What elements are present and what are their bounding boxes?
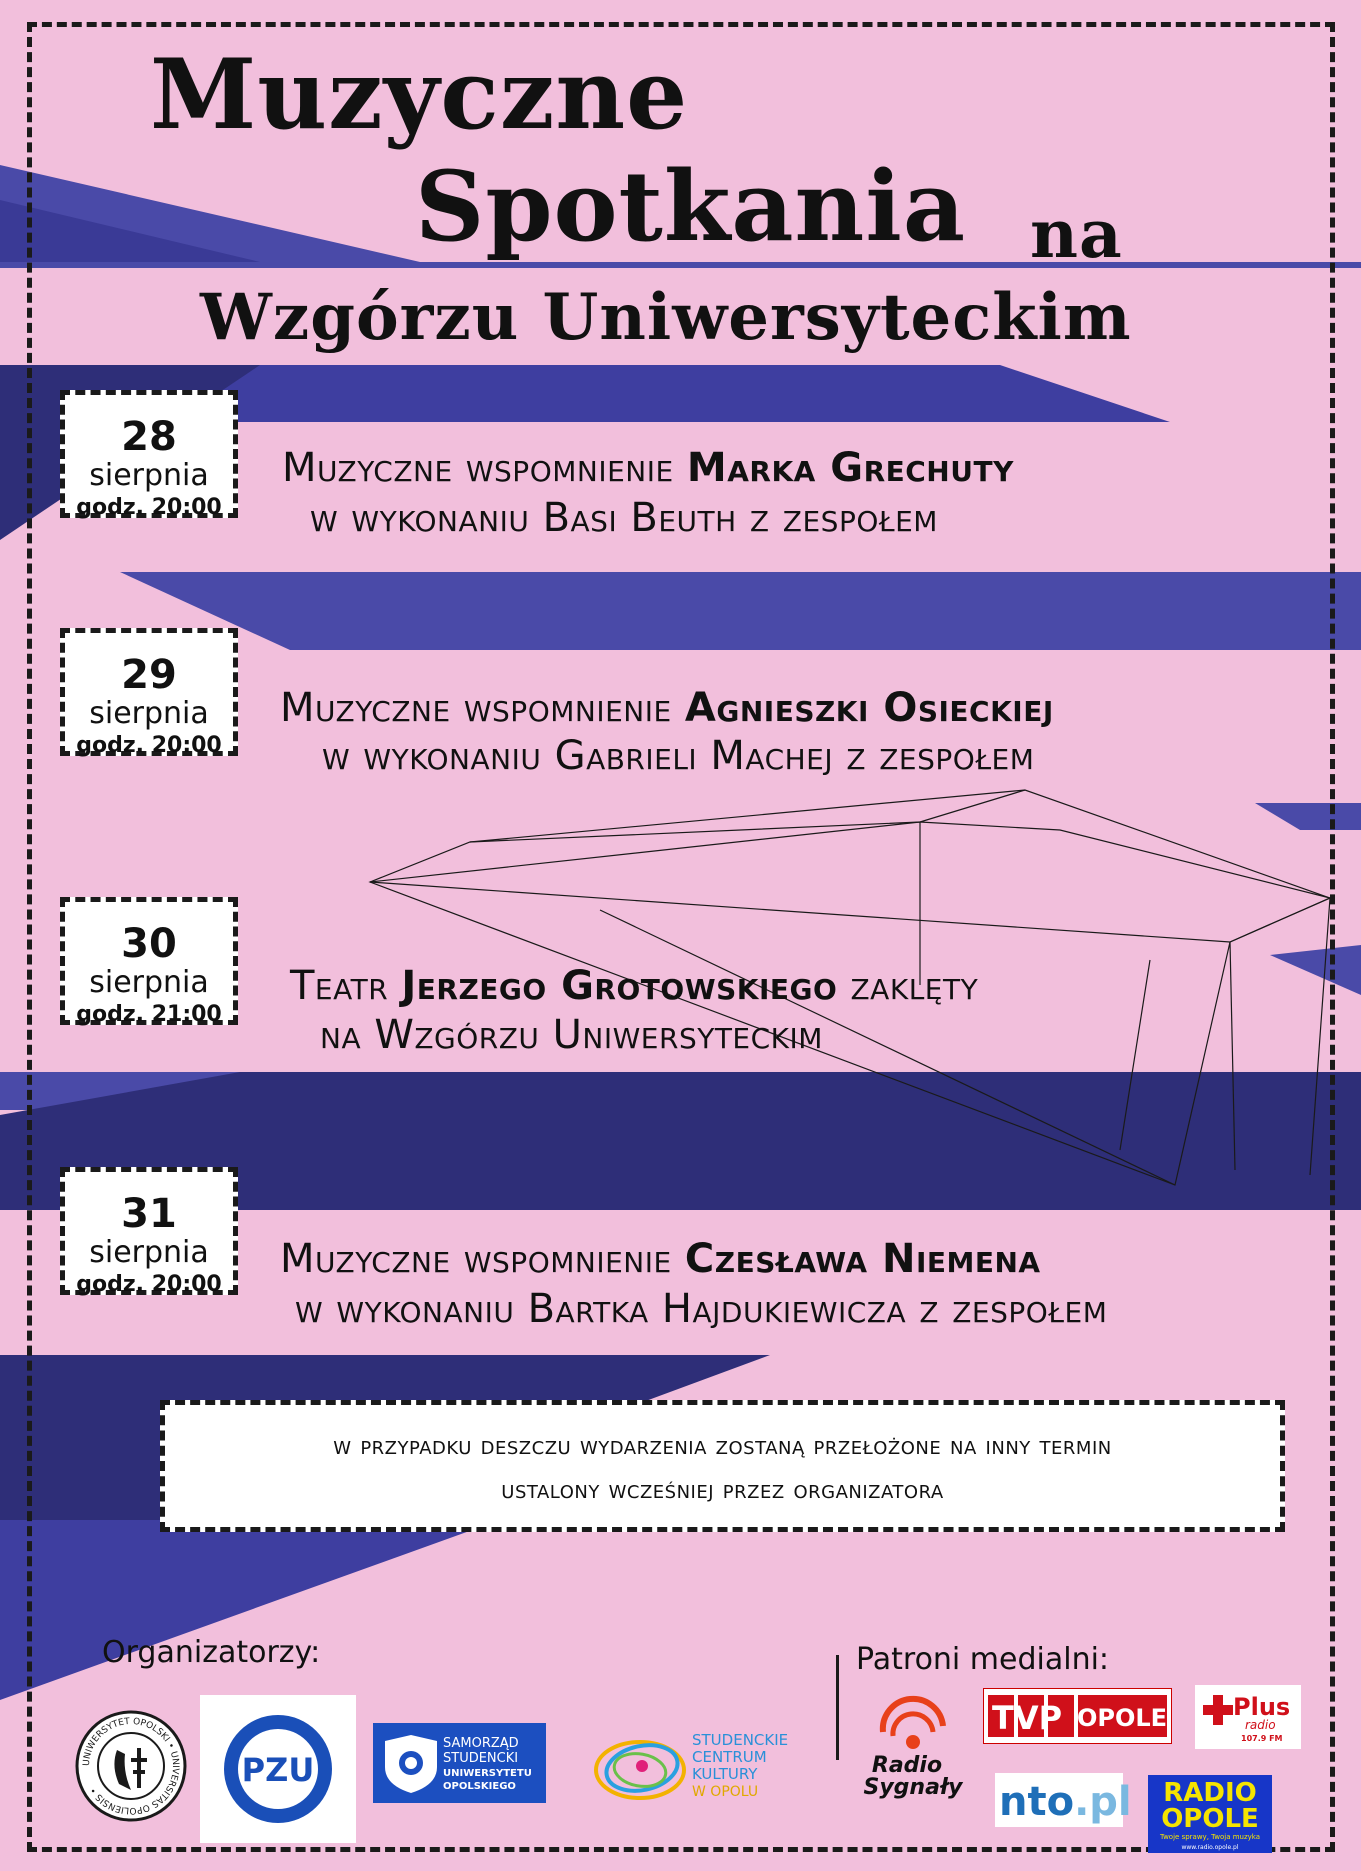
svg-text:Plus: Plus <box>1233 1693 1291 1721</box>
event-title: Teatr Jerzego Grotowskiego zaklęty <box>290 963 979 1009</box>
svg-text:radio: radio <box>1245 1718 1276 1732</box>
svg-text:STUDENCKI: STUDENCKI <box>443 1751 519 1766</box>
date-time: godz. 20:00 <box>76 1272 222 1297</box>
nto-logo <box>995 1773 1132 1827</box>
svg-text:nto.pl: nto.pl <box>999 1779 1132 1825</box>
rain-notice-line-1: w przypadku deszczu wydarzenia zostaną przełożone na inny termin <box>333 1431 1112 1461</box>
date-box <box>60 390 238 518</box>
rain-notice <box>160 1400 1285 1532</box>
date-month: sierpnia <box>89 458 209 493</box>
date-time: godz. 20:00 <box>76 733 222 758</box>
title-line-3: na <box>1030 195 1123 273</box>
university-seal-logo <box>75 1710 187 1822</box>
svg-text:RADIO: RADIO <box>1163 1778 1257 1808</box>
event-performer: Jerzego Grotowskiego <box>401 963 838 1009</box>
organizers-label: Organizatorzy: <box>102 1635 321 1670</box>
date-day: 30 <box>121 921 177 967</box>
svg-text:Radio: Radio <box>871 1753 943 1778</box>
svg-text:Sygnały: Sygnały <box>863 1775 963 1800</box>
rain-notice-line-2: ustalony wcześniej przez organizatora <box>501 1475 944 1505</box>
svg-text:OPOLE: OPOLE <box>1161 1804 1259 1834</box>
svg-text:STUDENCKIE: STUDENCKIE <box>692 1731 789 1749</box>
svg-text:W OPOLU: W OPOLU <box>692 1784 759 1800</box>
pzu-logo <box>200 1695 356 1843</box>
date-time: godz. 20:00 <box>76 495 222 520</box>
event-performer: Marka Grechuty <box>686 445 1014 491</box>
date-box <box>60 1167 238 1295</box>
svg-text:KULTURY: KULTURY <box>692 1765 758 1783</box>
radio-sygnaly-logo <box>845 1690 985 1800</box>
svg-text:UNIWERSYTETU: UNIWERSYTETU <box>443 1768 532 1779</box>
plus-radio-logo <box>1195 1685 1301 1749</box>
patrons-separator <box>836 1655 839 1760</box>
event-title: Muzyczne wspomnienie Marka Grechuty <box>282 445 1014 491</box>
svg-text:107.9 FM: 107.9 FM <box>1241 1734 1283 1743</box>
event-subtitle: w wykonaniu Bartka Hajdukiewicza z zespołem <box>295 1286 1108 1332</box>
date-day: 31 <box>121 1191 177 1237</box>
svg-text:www.radio.opole.pl: www.radio.opole.pl <box>1181 1844 1239 1851</box>
date-box <box>60 897 238 1025</box>
event-title: Muzyczne wspomnienie Czesława Niemena <box>280 1236 1041 1282</box>
title-line-2: Spotkania <box>415 150 967 263</box>
svg-text:UNIWERSYTET OPOLSKI • UNIVERSI: UNIWERSYTET OPOLSKI • UNIVERSITAS OPOLIENSIS • <box>81 1716 181 1816</box>
date-time: godz. 21:00 <box>76 1002 222 1027</box>
title-line-1: Muzyczne <box>150 38 689 151</box>
radio-opole-logo <box>1148 1775 1272 1853</box>
event-subtitle: w wykonaniu Gabrieli Machej z zespołem <box>322 733 1035 779</box>
tvp-opole-logo <box>983 1688 1172 1744</box>
svg-text:CENTRUM: CENTRUM <box>692 1748 767 1766</box>
svg-text:PZU: PZU <box>241 1751 315 1789</box>
date-day: 29 <box>121 652 177 698</box>
event-performer: Agnieszki Osieckiej <box>684 685 1054 731</box>
date-month: sierpnia <box>89 965 209 1000</box>
svg-text:OPOLSKIEGO: OPOLSKIEGO <box>443 1781 516 1792</box>
patrons-label: Patroni medialni: <box>856 1642 1110 1677</box>
event-subtitle: w wykonaniu Basi Beuth z zespołem <box>310 495 938 541</box>
event-performer: Czesława Niemena <box>684 1236 1041 1282</box>
date-month: sierpnia <box>89 1235 209 1270</box>
event-title: Muzyczne wspomnienie Agnieszki Osieckiej <box>280 685 1054 731</box>
samorzad-studencki-logo <box>373 1723 546 1803</box>
studenckie-centrum-kultury-logo <box>590 1728 810 1808</box>
date-month: sierpnia <box>89 696 209 731</box>
svg-text:Twoje sprawy, Twoja muzyka: Twoje sprawy, Twoja muzyka <box>1159 1833 1261 1841</box>
svg-text:OPOLE: OPOLE <box>1076 1704 1168 1732</box>
svg-text:TVP: TVP <box>992 1699 1063 1737</box>
date-box <box>60 628 238 756</box>
svg-text:SAMORZĄD: SAMORZĄD <box>443 1736 519 1751</box>
title-line-4: Wzgórzu Uniwersyteckim <box>200 280 1132 355</box>
date-day: 28 <box>121 414 177 460</box>
event-subtitle: na Wzgórzu Uniwersyteckim <box>320 1012 823 1058</box>
